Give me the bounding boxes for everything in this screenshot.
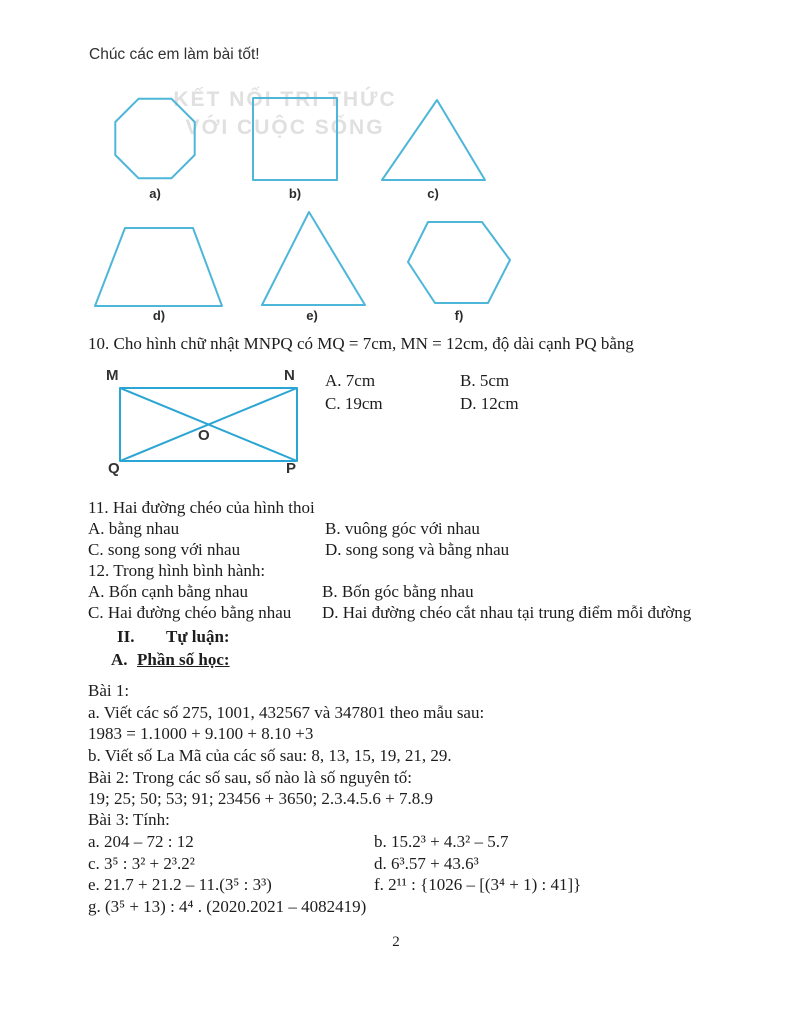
bai1-line-a: a. Viết các số 275, 1001, 432567 và 347801 theo mẫu sau:: [88, 703, 485, 722]
triangle-shape-e: [262, 212, 365, 305]
polygon-shapes-figure: [80, 88, 540, 318]
trapezoid-shape: [95, 228, 222, 306]
question-11-text: 11. Hai đường chéo của hình thoi: [88, 498, 315, 517]
bai3-item-a: a. 204 – 72 : 12: [88, 832, 194, 851]
question-12-text: 12. Trong hình bình hành:: [88, 561, 266, 580]
vertex-label-n: N: [284, 367, 295, 384]
page-number: 2: [392, 934, 400, 950]
triangle-shape-c: [382, 100, 485, 180]
q12-option-d: D. Hai đường chéo cắt nhau tại trung điểm mỗi đường: [322, 603, 692, 622]
shape-label-f: f): [454, 308, 464, 323]
q12-option-c: C. Hai đường chéo bằng nhau: [88, 603, 292, 622]
bai3-item-b: b. 15.2³ + 4.3² – 5.7: [374, 832, 509, 851]
q10-option-a: A. 7cm: [325, 371, 376, 390]
q11-option-b: B. vuông góc với nhau: [325, 519, 480, 538]
bai3-item-d: d. 6³.57 + 43.6³: [374, 854, 479, 873]
shape-label-a: a): [149, 186, 161, 201]
section-ii-number: II.: [117, 627, 135, 646]
bai3-item-f: f. 2¹¹ : {1026 – [(3⁴ + 1) : 41]}: [374, 875, 582, 894]
shape-label-e: e): [306, 308, 318, 323]
watermark-line-2: VỚI CUỘC SỐNG: [185, 116, 385, 139]
q12-option-b: B. Bốn góc bằng nhau: [322, 582, 474, 601]
q11-option-a: A. bằng nhau: [88, 519, 180, 538]
bai1-line-b: b. Viết số La Mã của các số sau: 8, 13, 15, 19, 21, 29.: [88, 746, 452, 765]
part-a-label: A.: [111, 650, 128, 669]
bai3-item-e: e. 21.7 + 21.2 – 11.(3⁵ : 3³): [88, 875, 272, 894]
q10-option-b: B. 5cm: [460, 371, 510, 390]
greeting-text: Chúc các em làm bài tốt!: [89, 46, 260, 63]
rectangle-mnpq-figure: [105, 365, 310, 470]
q11-option-d: D. song song và bằng nhau: [325, 540, 510, 559]
bai2-title-line: Bài 2: Trong các số sau, số nào là số nguyên tố:: [88, 768, 412, 787]
shape-label-d: d): [152, 308, 166, 323]
bai2-numbers-line: 19; 25; 50; 53; 91; 23456 + 3650; 2.3.4.5.6 + 7.8.9: [88, 789, 434, 808]
vertex-label-m: M: [106, 367, 119, 384]
vertex-label-p: P: [286, 460, 297, 477]
q10-option-d: D. 12cm: [460, 394, 519, 413]
center-label-o: O: [198, 427, 210, 444]
bai3-title: Bài 3: Tính:: [88, 810, 170, 829]
shape-label-b: b): [288, 186, 302, 201]
octagon-shape: [115, 99, 194, 178]
vertex-label-q: Q: [108, 460, 120, 477]
bai3-item-c: c. 3⁵ : 3² + 2³.2²: [88, 854, 195, 873]
section-ii-title: Tự luận:: [166, 627, 230, 646]
bai1-title: Bài 1:: [88, 681, 130, 700]
bai3-item-g: g. (3⁵ + 13) : 4⁴ . (2020.2021 – 4082419): [88, 897, 367, 916]
q11-option-c: C. song song với nhau: [88, 540, 241, 559]
question-10-text: 10. Cho hình chữ nhật MNPQ có MQ = 7cm, MN = 12cm, độ dài cạnh PQ bằng: [88, 334, 634, 353]
hexagon-shape: [408, 222, 510, 303]
square-shape: [253, 98, 337, 180]
shape-label-c: c): [427, 186, 439, 201]
part-a-title: Phần số học:: [137, 650, 230, 669]
q12-option-a: A. Bốn cạnh bằng nhau: [88, 582, 249, 601]
bai1-example-line: 1983 = 1.1000 + 9.100 + 8.10 +3: [88, 724, 314, 743]
q10-option-c: C. 19cm: [325, 394, 383, 413]
watermark-line-1: KẾT NỐI TRI THỨC: [173, 88, 397, 111]
